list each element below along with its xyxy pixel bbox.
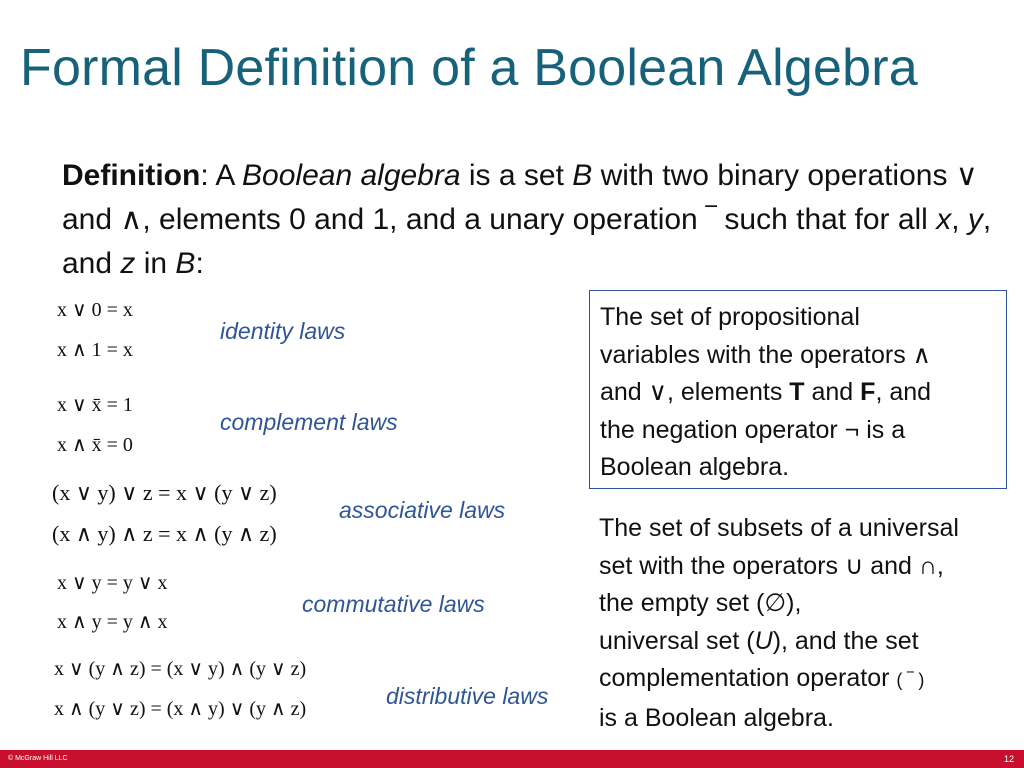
associative-laws-label: associative laws [339, 497, 506, 523]
identity-equation-1: x ∨ 0 = x [57, 299, 133, 321]
commutative-equation-1: x ∨ y = y ∨ x [57, 572, 168, 594]
var-z: z [120, 247, 136, 280]
associative-equation-2: (x ∧ y) ∧ z = x ∧ (y ∧ z) [52, 521, 277, 546]
definition-text: , and [62, 203, 992, 280]
sets-text: universal set ( [599, 626, 755, 655]
sets-line-5 [599, 660, 1019, 700]
commutative-laws-label: commutative laws [302, 591, 485, 617]
and-operator: ∧ [912, 340, 931, 369]
complement-equation-1: x ∨ x̄ = 1 [57, 394, 133, 416]
sets-text: complementation operator [599, 664, 897, 692]
distributive-equation-2: x ∧ (y ∨ z) = (x ∧ y) ∨ (y ∧ z) [54, 698, 307, 720]
definition-text: : [195, 247, 204, 280]
union-operator: ∪ [844, 551, 864, 580]
identity-laws-label: identity laws [220, 318, 346, 344]
true-element: T [789, 378, 805, 406]
complement-operator-symbol: ( ‾ ) [896, 670, 925, 690]
definition-text: such that for all [716, 203, 937, 236]
var-x: x [936, 203, 952, 236]
sets-text: set with the operators [599, 551, 845, 580]
box-text: , elements [666, 378, 790, 406]
and-operator: ∧ [120, 203, 143, 236]
page-number: 12 [1003, 754, 1014, 764]
box-text: variables with the operators [600, 340, 913, 369]
definition-text: , [951, 203, 968, 236]
distributive-laws-label: distributive laws [386, 683, 549, 709]
definition-text: , elements 0 and 1, and a unary operation [142, 203, 707, 236]
associative-equation-1: (x ∨ y) ∨ z = x ∨ (y ∨ z) [52, 480, 277, 505]
distributive-equation-1: x ∨ (y ∧ z) = (x ∨ y) ∧ (y ∨ z) [54, 658, 307, 680]
definition-text: is a set [460, 159, 573, 192]
universal-set: U [754, 626, 773, 655]
sets-text: the empty set ( [599, 589, 765, 617]
box-text: and [804, 378, 861, 406]
box-text: and [600, 378, 649, 406]
box-line-2 [600, 337, 1000, 375]
set-b: B [175, 247, 196, 280]
false-element: F [860, 378, 876, 406]
copyright-text: © McGraw Hill LLC [8, 755, 68, 762]
propositional-example-box [589, 290, 1007, 489]
definition-text: and [62, 203, 121, 236]
complement-laws-label: complement laws [220, 409, 398, 435]
box-line-3 [600, 374, 1000, 412]
propositional-example-text [600, 299, 1000, 487]
empty-set-symbol: ∅ [764, 589, 787, 617]
box-text: the negation operator [600, 415, 845, 444]
sets-line-3 [599, 585, 1019, 623]
definition-text: in [135, 247, 176, 280]
sets-line-6: is a Boolean algebra. [599, 703, 834, 732]
commutative-equation-2: x ∧ y = y ∧ x [57, 611, 168, 633]
box-text: , and [875, 378, 932, 406]
definition-term: Definition [62, 159, 201, 192]
sets-line-4 [599, 623, 1019, 661]
definition-paragraph [62, 154, 1002, 286]
negation-operator: ¬ [844, 415, 860, 444]
sets-text: ), [786, 589, 802, 617]
identity-equation-2: x ∧ 1 = x [57, 339, 133, 361]
box-line-1: The set of propositional [600, 303, 860, 331]
boolean-algebra-term: Boolean algebra [242, 159, 461, 192]
or-operator: ∨ [648, 378, 667, 406]
box-line-5: Boolean algebra. [600, 453, 790, 481]
complement-equation-2: x ∧ x̄ = 0 [57, 434, 133, 456]
footer-bar [0, 750, 1024, 768]
sets-text: ), and the set [772, 626, 919, 655]
definition-text: with two binary operations [592, 159, 956, 192]
sets-line-2 [599, 548, 1019, 586]
sets-text: and [863, 551, 919, 580]
box-text: is a [859, 415, 906, 444]
var-y: y [967, 203, 983, 236]
slide-title: Formal Definition of a Boolean Algebra [20, 39, 918, 97]
or-operator: ∨ [955, 159, 978, 192]
complement-bar-symbol: ‾ [706, 203, 717, 236]
sets-example-text [599, 510, 1019, 737]
sets-line-1: The set of subsets of a universal [599, 514, 959, 542]
definition-text: : A [200, 159, 243, 192]
box-line-4 [600, 412, 1000, 450]
sets-text: , [936, 551, 944, 580]
set-b: B [572, 159, 593, 192]
intersection-operator: ∩ [918, 551, 937, 580]
